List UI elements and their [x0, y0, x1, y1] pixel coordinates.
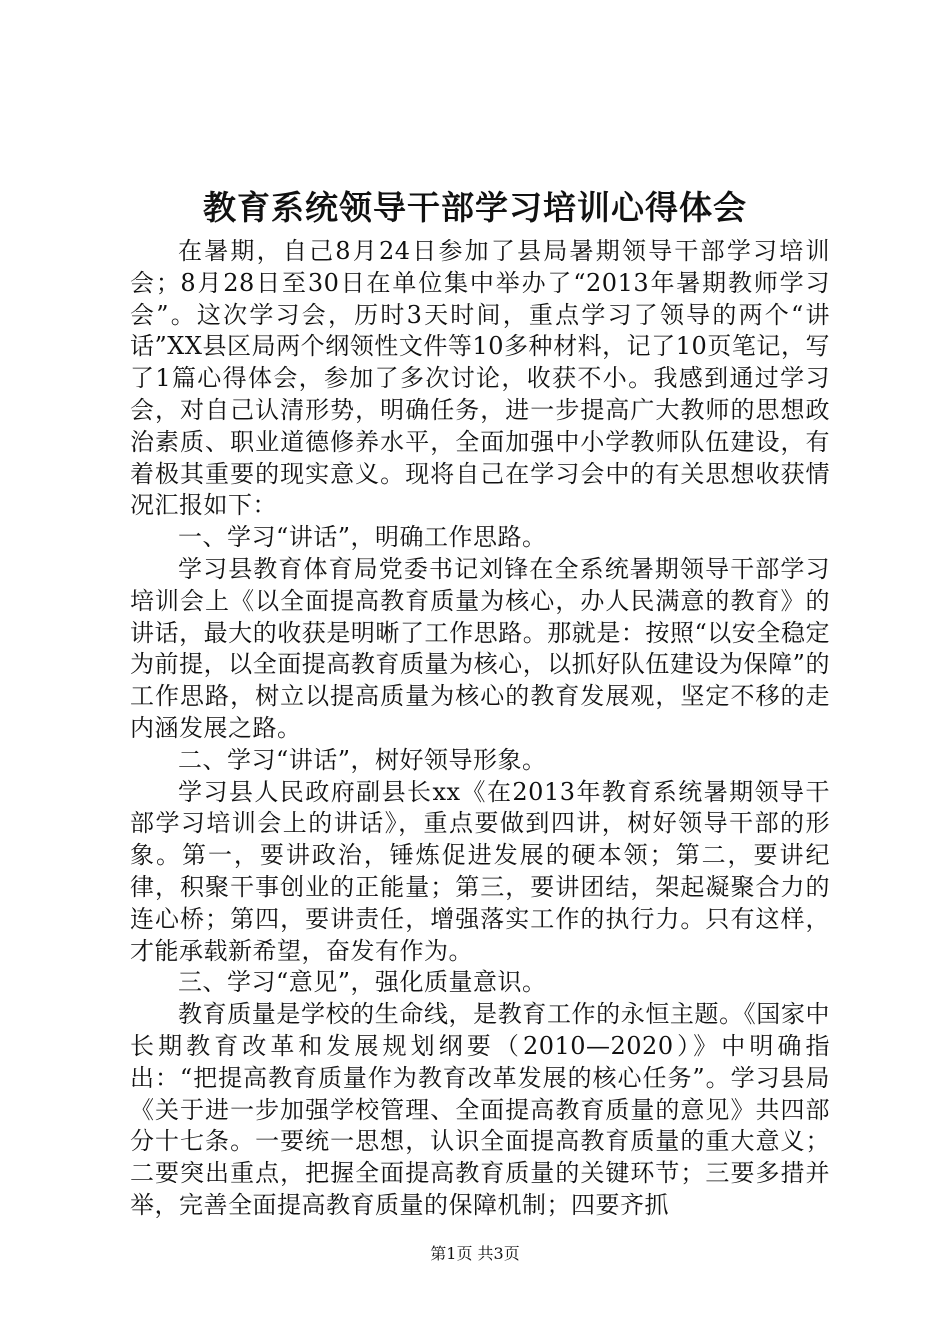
paragraph-section-3: 教育质量是学校的生命线，是教育工作的永恒主题。《国家中长期教育改革和发展规划纲要（2010—2020）》中明确指出：“把提高教育质量作为教育改革发展的核心任务”。学习县局《关于进一步加强学校管理、全面提高教育质量的意见》共四部分十七条。一要统一思想，认识全面提高教育质量的重大意义；二要突出重点，把握全面提高教育质量的关键环节；三要多措并举，完善全面提高教育质量的保障机制；四要齐抓 — [130, 1000, 830, 1219]
paragraph-section-2: 学习县人民政府副县长xx《在2013年教育系统暑期领导干部学习培训会上的讲话》，重点要做到四讲，树好领导干部的形象。第一，要讲政治，锤炼促进发展的硬本领；第二，要讲纪律，积聚干事创业的正能量；第三，要讲团结，架起凝聚合力的连心桥；第四，要讲责任，增强落实工作的执行力。只有这样，才能承载新希望，奋发有作为。 — [130, 777, 830, 965]
paragraph-intro: 在暑期，自己8月24日参加了县局暑期领导干部学习培训会；8月28日至30日在单位集中举办了“2013年暑期教师学习会”。这次学习会，历时3天时间，重点学习了领导的两个“讲话”XX县区局两个纲领性文件等10多种材料，记了10页笔记，写了1篇心得体会，参加了多次讨论，收获不小。我感到通过学习会，对自己认清形势，明确任务，进一步提高广大教师的思想政治素质、职业道德修养水平，全面加强中小学教师队伍建设，有着极其重要的现实意义。现将自己在学习会中的有关思想收获情况汇报如下： — [130, 237, 830, 520]
document-title: 教育系统领导干部学习培训心得体会 — [203, 188, 747, 227]
section-heading-1: 一、学习“讲话”，明确工作思路。 — [178, 523, 547, 552]
page-number-footer: 第1页 共3页 — [430, 1244, 520, 1263]
paragraph-section-1: 学习县教育体育局党委书记刘锋在全系统暑期领导干部学习培训会上《以全面提高教育质量为核心，办人民满意的教育》的讲话，最大的收获是明晰了工作思路。那就是：按照“以安全稳定为前提，以全面提高教育质量为核心，以抓好队伍建设为保障”的工作思路，树立以提高质量为核心的教育发展观，坚定不移的走内涵发展之路。 — [130, 554, 830, 742]
document-body — [130, 236, 830, 1222]
section-heading-2: 二、学习“讲话”，树好领导形象。 — [178, 745, 547, 774]
section-heading-3: 三、学习“意见”，强化质量意识。 — [178, 968, 547, 997]
